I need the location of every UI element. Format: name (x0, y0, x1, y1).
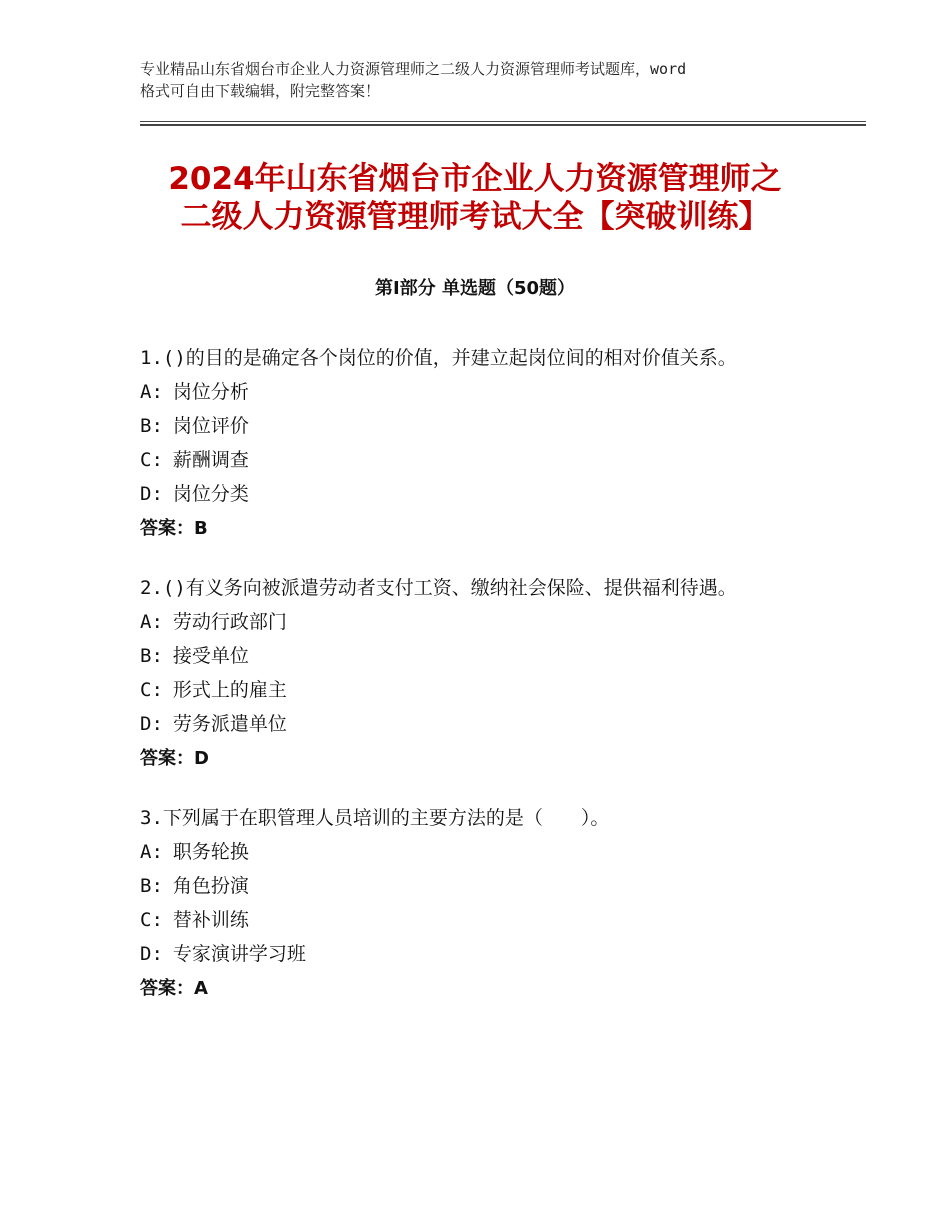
option-letter: D: (140, 943, 163, 965)
answer-label: 答案：A (140, 978, 208, 999)
header-note-line-2: 格式可自由下载编辑，附完整答案！ (140, 82, 381, 100)
option-text: 替补训练 (172, 909, 249, 931)
option-text: 劳务派遣单位 (172, 713, 287, 735)
answer-label: 答案：B (140, 518, 208, 539)
option-a (140, 375, 830, 409)
option-text: 岗位评价 (172, 415, 249, 437)
option-a (140, 605, 830, 639)
option-letter: D: (140, 483, 163, 505)
option-b (140, 409, 830, 443)
option-d (140, 707, 830, 741)
option-letter: B: (140, 645, 163, 667)
option-letter: C: (140, 679, 163, 701)
option-c (140, 443, 830, 477)
question-1 (140, 341, 830, 547)
option-text: 接受单位 (172, 645, 249, 667)
option-d (140, 937, 830, 971)
header-divider-thick (140, 124, 866, 126)
option-text: 专家演讲学习班 (172, 943, 306, 965)
document-title-line-2: 二级人力资源管理师考试大全【突破训练】 (180, 199, 770, 235)
option-text: 角色扮演 (172, 875, 249, 897)
document-title (100, 160, 850, 236)
answer-label: 答案：D (140, 748, 209, 769)
option-letter: B: (140, 415, 163, 437)
option-letter: A: (140, 611, 163, 633)
option-a (140, 835, 830, 869)
option-c (140, 673, 830, 707)
option-text: 劳动行政部门 (172, 611, 287, 633)
option-letter: A: (140, 381, 163, 403)
option-b (140, 639, 830, 673)
option-d (140, 477, 830, 511)
option-letter: C: (140, 909, 163, 931)
option-text: 薪酬调查 (172, 449, 249, 471)
option-text: 职务轮换 (172, 841, 249, 863)
question-stem: 1.()的目的是确定各个岗位的价值，并建立起岗位间的相对价值关系。 (140, 347, 737, 369)
header-note (140, 58, 830, 102)
option-letter: B: (140, 875, 163, 897)
option-letter: D: (140, 713, 163, 735)
header-note-line-1: 专业精品山东省烟台市企业人力资源管理师之二级人力资源管理师考试题库，word (140, 60, 687, 78)
document-title-line-1: 2024年山东省烟台市企业人力资源管理师之 (168, 161, 782, 197)
section-heading: 第Ⅰ部分 单选题（50题） (374, 278, 575, 299)
option-text: 岗位分析 (172, 381, 249, 403)
question-stem: 2.()有义务向被派遣劳动者支付工资、缴纳社会保险、提供福利待遇。 (140, 577, 737, 599)
option-b (140, 869, 830, 903)
question-stem: 3.下列属于在职管理人员培训的主要方法的是（ ）。 (140, 807, 610, 829)
option-letter: C: (140, 449, 163, 471)
option-c (140, 903, 830, 937)
option-letter: A: (140, 841, 163, 863)
question-list (140, 341, 830, 1031)
question-2 (140, 571, 830, 777)
option-text: 形式上的雇主 (172, 679, 287, 701)
option-text: 岗位分类 (172, 483, 249, 505)
header-divider-thin (140, 121, 866, 122)
question-3 (140, 801, 830, 1007)
